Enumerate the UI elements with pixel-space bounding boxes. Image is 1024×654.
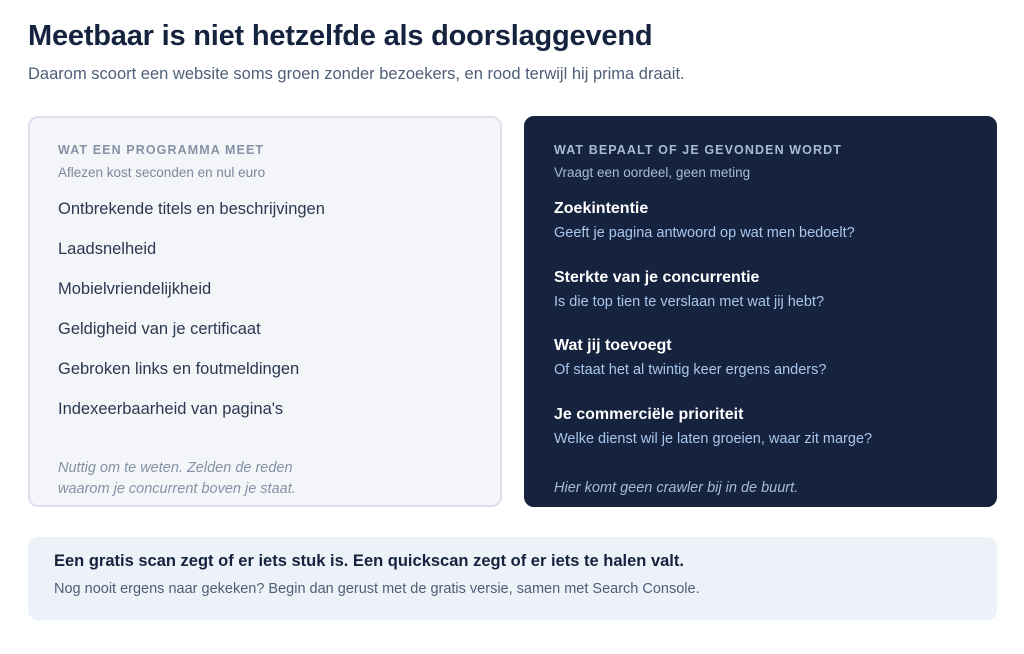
ranking-factor-description: Is die top tien te verslaan met wat jij hebt?	[554, 293, 825, 310]
measured-item: Geldigheid van je certificaat	[58, 320, 261, 338]
ranking-factor-description: Geeft je pagina antwoord op wat men bedoelt?	[554, 225, 855, 241]
ranking-factor-item	[554, 404, 967, 473]
ranking-factor-title: Je commerciële prioriteit	[554, 405, 744, 423]
measured-card-heading: WAT EEN PROGRAMMA MEET	[58, 143, 265, 157]
ranking-card-subheading: Vraagt een oordeel, geen meting	[554, 165, 751, 180]
measured-card	[28, 116, 502, 507]
ranking-factor-description: Welke dienst wil je laten groeien, waar zit marge?	[554, 430, 873, 447]
ranking-factor-title: Zoekintentie	[554, 200, 649, 217]
measured-item: Laadsnelheid	[58, 240, 157, 258]
measured-note-line: Nuttig om te weten. Zelden de reden	[58, 460, 293, 476]
ranking-factors-list	[554, 198, 967, 472]
measured-item: Indexeerbaarheid van pagina's	[58, 400, 284, 418]
measured-note-line: waarom je concurrent boven je staat.	[58, 481, 296, 497]
measured-item: Mobielvriendelijkheid	[58, 280, 212, 298]
ranking-card-note: Hier komt geen crawler bij in de buurt.	[554, 480, 799, 496]
ranking-factor-title: Sterkte van je concurrentie	[554, 268, 760, 286]
measured-list	[58, 198, 472, 438]
ranking-factor-item	[554, 267, 967, 336]
page-subtitle: Daarom scoort een website soms groen zonder bezoekers, en rood terwijl hij prima draait.	[28, 65, 685, 83]
ranking-factor-item	[554, 335, 967, 404]
measured-card-note	[58, 458, 358, 500]
measured-item: Gebroken links en foutmeldingen	[58, 360, 300, 378]
measured-item: Ontbrekende titels en beschrijvingen	[58, 200, 325, 218]
page-title: Meetbaar is niet hetzelfde als doorslaggevend	[28, 20, 653, 52]
ranking-factors-card	[524, 116, 997, 507]
ranking-factor-title: Wat jij toevoegt	[554, 337, 672, 354]
ranking-factor-description: Of staat het al twintig keer ergens anders?	[554, 362, 827, 378]
banner-text: Nog nooit ergens naar gekeken? Begin dan gerust met de gratis versie, samen met Search Console.	[54, 581, 700, 597]
scan-banner	[28, 537, 997, 620]
ranking-card-heading: WAT BEPAALT OF JE GEVONDEN WORDT	[554, 143, 842, 157]
banner-title: Een gratis scan zegt of er iets stuk is. Een quickscan zegt of er iets te halen valt.	[54, 552, 684, 570]
measured-card-subheading: Aflezen kost seconden en nul euro	[58, 165, 266, 180]
ranking-factor-item	[554, 198, 967, 267]
